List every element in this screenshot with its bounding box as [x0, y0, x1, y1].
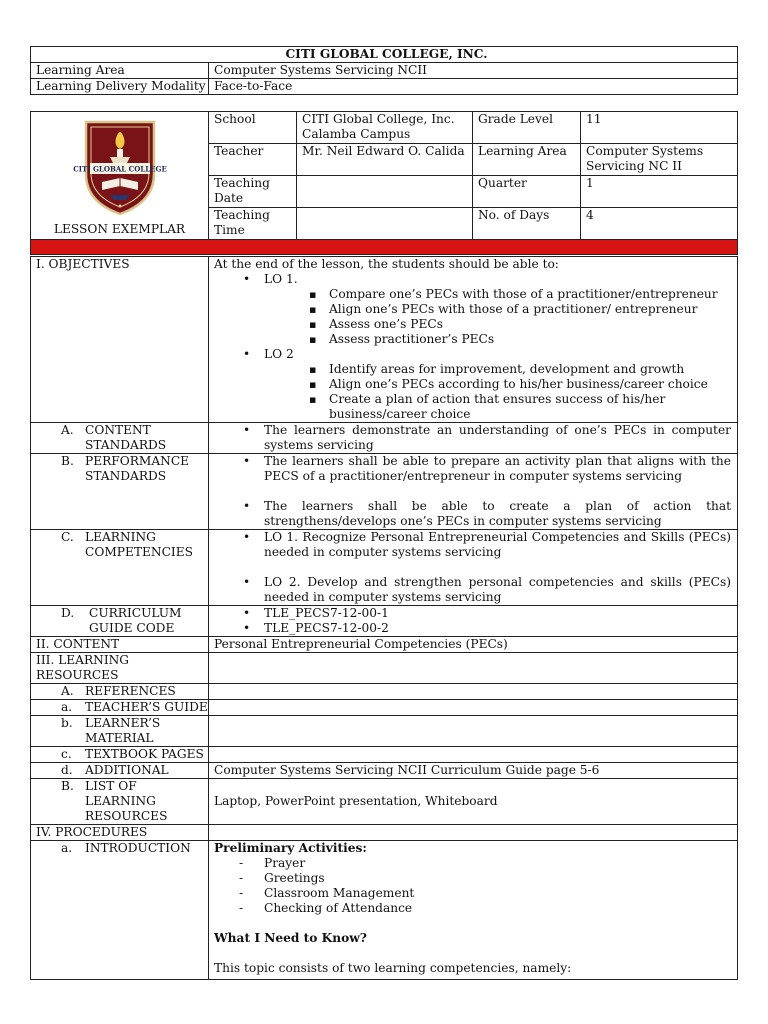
- competencies-label: LEARNING COMPETENCIES: [85, 530, 193, 559]
- days-label: No. of Days: [473, 208, 581, 240]
- competencies-content: [209, 530, 738, 606]
- additional-label: ADDITIONAL: [85, 763, 169, 777]
- teaching-date-label: Teaching Date: [209, 176, 297, 208]
- lo2-item: ▪ Align one’s PECs according to his/her business/career choice: [329, 377, 731, 392]
- lo1-heading: • LO 1.: [264, 272, 731, 287]
- competency-item: • LO 1. Recognize Personal Entrepreneurial Competencies and Skills (PECs) needed in computer systems servicing: [264, 530, 731, 560]
- content-standards-label: CONTENT STANDARDS: [85, 423, 167, 452]
- learners-material-label: LEARNER’S MATERIAL: [85, 716, 161, 745]
- teachers-guide-label: TEACHER’S GUIDE: [85, 700, 208, 714]
- teaching-time-label: Teaching Time: [209, 208, 297, 240]
- performance-standard-item: • The learners shall be able to prepare an activity plan that aligns with the PECS of a practitioner/entrepreneur in computer systems servicing: [264, 454, 731, 484]
- references-label: REFERENCES: [85, 684, 176, 698]
- teaching-time-value: [297, 208, 473, 240]
- textbook-pages-label: TEXTBOOK PAGES: [85, 747, 204, 761]
- competencies-cell: [31, 530, 209, 606]
- college-seal-logo: [72, 116, 167, 216]
- preliminary-item: - Prayer: [264, 856, 737, 871]
- lo1-item: ▪ Align one’s PECs with those of a practitioner/ entrepreneur: [329, 302, 731, 317]
- procedures-label: IV. PROCEDURES: [31, 825, 209, 841]
- lo2-heading: • LO 2: [264, 347, 731, 362]
- objectives-label: I. OBJECTIVES: [31, 257, 209, 423]
- content-label: II. CONTENT: [31, 637, 209, 653]
- lesson-exemplar-label: LESSON EXEMPLAR: [53, 222, 186, 236]
- curriculum-content: [209, 606, 738, 637]
- preliminary-item: - Classroom Management: [264, 886, 737, 901]
- content-standards-cell: [31, 423, 209, 454]
- grade-level-value: 11: [581, 112, 738, 144]
- lesson-table: I. OBJECTIVES At the end of the lesson, the students should be able to: • LO 1. ▪ Compare one’s PECs with those of a practitioner/entrepreneur ▪ Align one’s PECs with those of a practitioner/ entrepreneur ▪ Assess one’s PECs ▪ Assess practitioner’s PECs • LO 2 ▪ Identify areas for improvement, development and growth ▪ Align one’s PECs according to his/her business/career choice ▪ Create a plan of action that ensures success of his/her business/career choice A. CONTENT STANDARDS • The learners demonstrate an understanding of one’s PECs in computer systems servicing B. PERFORMANCE STANDARDS • The learners shall be able to prepare an activity plan that aligns with the PECS of a practitioner/entrepreneur in computer systems servicing • The learners shall be able to create a plan of action that strengthens/develops one’s PECs in computer systems servicing C. LEARNING COMPETENCIES • LO 1. Recognize Personal Entrepreneurial Competencies and Skills (PECs) needed in computer systems servicing • LO 2. Develop and strengthen personal competencies and skills (PECs) needed in computer systems servicing D. CURRICULUM GUIDE CODE • TLE_PECS7-12-00-1 • TLE_PECS7-12-00-2 II. CONTENT Personal Entrepreneurial Competencies (PECs) III. LEARNING RESOURCES A. REFERENCES a. TEACHER’S GUIDE b. LEARNER’S MATERIAL c. TEXTBOOK PAGES d. ADDITIONAL Computer Systems Servicing NCII Curriculum Guide page 5-6 B. LIST OF LEARNING RESOURCES Laptop, PowerPoint presentation, Whiteboard IV. PROCEDURES a. INTRODUCTION Preliminary Activities: - Prayer - Greetings - Classroom Management - Checking of Attendance What I Need to Know? This topic consists of two learning competencies, namely:: [30, 256, 738, 980]
- quarter-value: 1: [581, 176, 738, 208]
- performance-standards-key: B.: [61, 454, 74, 468]
- quarter-label: Quarter: [473, 176, 581, 208]
- lo1-item: ▪ Assess practitioner’s PECs: [329, 332, 731, 347]
- competency-item: • LO 2. Develop and strengthen personal competencies and skills (PECs) needed in computer systems servicing: [264, 575, 731, 605]
- curriculum-cell: [31, 606, 209, 637]
- lo1-item: ▪ Compare one’s PECs with those of a practitioner/entrepreneur: [329, 287, 731, 302]
- logo-cell: [31, 112, 209, 240]
- modality-value: Face-to-Face: [209, 79, 738, 95]
- college-title: CITI GLOBAL COLLEGE, INC.: [31, 47, 738, 63]
- content-standard-item: • The learners demonstrate an understanding of one’s PECs in computer systems servicing: [264, 423, 731, 453]
- days-value: 4: [581, 208, 738, 240]
- grade-level-label: Grade Level: [473, 112, 581, 144]
- resources-label: III. LEARNING RESOURCES: [31, 653, 209, 684]
- school-label: School: [209, 112, 297, 144]
- competencies-key: C.: [61, 530, 74, 544]
- teaching-date-value: [297, 176, 473, 208]
- school-value: CITI Global College, Inc. Calamba Campus: [297, 112, 473, 144]
- teacher-value: Mr. Neil Edward O. Calida: [297, 144, 473, 176]
- red-divider-bar: [31, 240, 738, 255]
- curriculum-key: D.: [61, 606, 75, 620]
- modality-label: Learning Delivery Modality: [31, 79, 209, 95]
- header-table: [30, 46, 738, 95]
- performance-standard-item: • The learners shall be able to create a plan of action that strengthens/develops one’s PECs in computer systems servicing: [264, 499, 731, 529]
- introduction-label: INTRODUCTION: [85, 841, 191, 855]
- preliminary-title: Preliminary Activities:: [214, 841, 367, 855]
- performance-standards-label: PERFORMANCE STANDARDS: [85, 454, 190, 483]
- info-learning-area-label: Learning Area: [473, 144, 581, 176]
- preliminary-item: - Greetings: [264, 871, 737, 886]
- lo2-item: ▪ Create a plan of action that ensures success of his/her business/career choice: [329, 392, 731, 422]
- learning-area-value: Computer Systems Servicing NCII: [209, 63, 738, 79]
- objectives-intro: At the end of the lesson, the students should be able to:: [214, 257, 559, 271]
- curriculum-code-item: • TLE_PECS7-12-00-2: [264, 621, 737, 636]
- content-standards-content: [209, 423, 738, 454]
- list-of-resources-value: Laptop, PowerPoint presentation, Whiteboard: [209, 779, 738, 825]
- lo2-item: ▪ Identify areas for improvement, development and growth: [329, 362, 731, 377]
- list-of-resources-label: LIST OF LEARNING RESOURCES: [85, 779, 168, 823]
- content-value: Personal Entrepreneurial Competencies (PECs): [209, 637, 738, 653]
- learning-area-label: Learning Area: [31, 63, 209, 79]
- performance-standards-content: [209, 454, 738, 530]
- lo1-item: ▪ Assess one’s PECs: [329, 317, 731, 332]
- preliminary-item: - Checking of Attendance: [264, 901, 737, 916]
- info-table: [30, 111, 738, 255]
- logo-text: CITI GLOBAL COLLEGE: [72, 164, 167, 174]
- teacher-label: Teacher: [209, 144, 297, 176]
- curriculum-label: CURRICULUM GUIDE CODE: [89, 606, 182, 635]
- content-standards-key: A.: [61, 423, 74, 437]
- info-learning-area-value: Computer Systems Servicing NC II: [581, 144, 738, 176]
- performance-standards-cell: [31, 454, 209, 530]
- what-i-need-title: What I Need to Know?: [214, 931, 367, 945]
- topic-text: This topic consists of two learning competencies, namely:: [214, 961, 572, 975]
- objectives-content: [209, 257, 738, 423]
- additional-value: Computer Systems Servicing NCII Curriculum Guide page 5-6: [209, 763, 738, 779]
- curriculum-code-item: • TLE_PECS7-12-00-1: [264, 606, 737, 621]
- introduction-content: [209, 841, 738, 980]
